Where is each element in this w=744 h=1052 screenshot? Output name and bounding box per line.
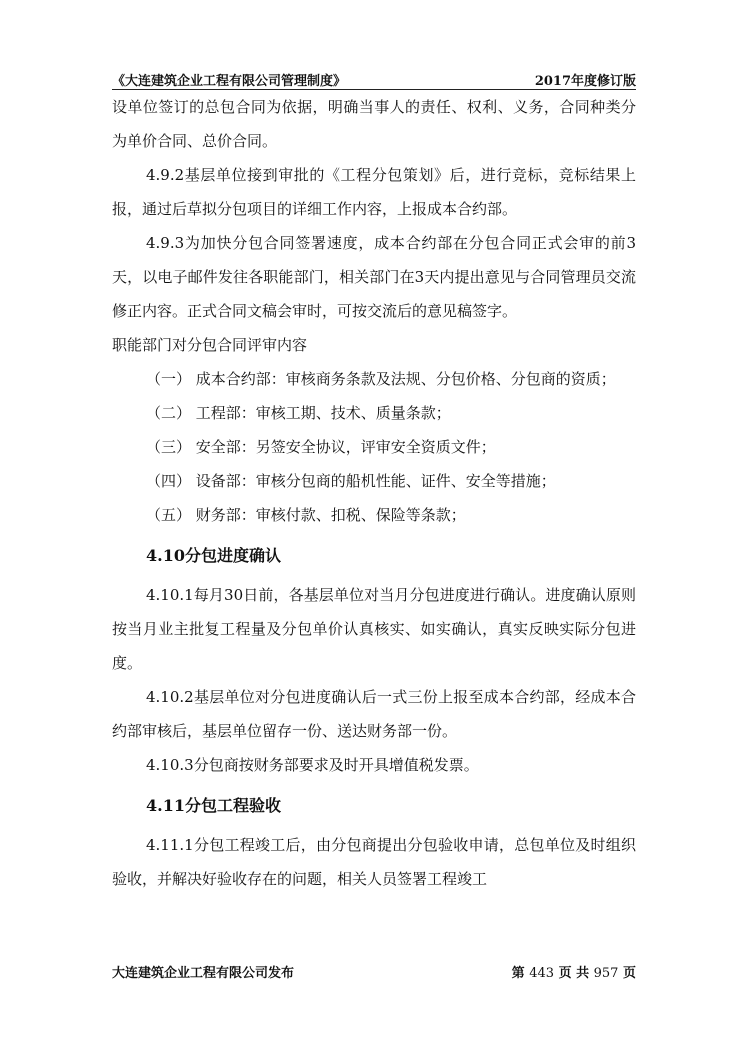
header-edition: 2017年度修订版 bbox=[534, 74, 636, 89]
review-item-2: （二） 工程部：审核工期、技术、质量条款； bbox=[146, 404, 451, 422]
review-item-1: （一） 成本合约部：审核商务条款及法规、分包价格、分包商的资质； bbox=[146, 370, 616, 388]
paragraph-continuation: 设单位签订的总包合同为依据，明确当事人的责任、权利、义务，合同种类分为单价合同、总价合同。 bbox=[112, 98, 636, 150]
page-total: 957 bbox=[593, 966, 619, 981]
page-counter bbox=[512, 962, 636, 981]
header-title: 《大连建筑企业工程有限公司管理制度》 bbox=[112, 74, 347, 89]
paragraph-4-10-2: 4.10.2基层单位对分包进度确认后一式三份上报至成本合约部，经成本合约部审核后，基层单位留存一份、送达财务部一份。 bbox=[112, 688, 636, 740]
review-item-4: （四） 设备部：审核分包商的船机性能、证件、安全等措施； bbox=[146, 472, 556, 490]
review-intro: 职能部门对分包合同评审内容 bbox=[112, 336, 308, 354]
section-heading-4-11: 4.11分包工程验收 bbox=[146, 796, 281, 815]
review-item-3: （三） 安全部：另签安全协议，评审安全资质文件； bbox=[146, 438, 496, 456]
page-suffix: 页 bbox=[622, 966, 636, 981]
page-header bbox=[112, 70, 636, 88]
document-body bbox=[112, 90, 636, 896]
review-item-5: （五） 财务部：审核付款、扣税、保险等条款； bbox=[146, 506, 466, 524]
paragraph-4-11-1: 4.11.1分包工程竣工后，由分包商提出分包验收申请，总包单位及时组织验收，并解决好验收存在的问题，相关人员签署工程竣工 bbox=[112, 836, 636, 888]
paragraph-4-10-3: 4.10.3分包商按财务部要求及时开具增值税发票。 bbox=[146, 756, 479, 774]
footer-publisher: 大连建筑企业工程有限公司发布 bbox=[112, 966, 295, 981]
page-prefix: 第 bbox=[511, 966, 525, 981]
page-footer bbox=[112, 962, 636, 980]
page-current: 443 bbox=[529, 966, 555, 981]
page-mid: 页 共 bbox=[558, 966, 590, 981]
paragraph-4-9-3: 4.9.3为加快分包合同签署速度，成本合约部在分包合同正式会审的前3天，以电子邮件发往各职能部门，相关部门在3天内提出意见与合同管理员交流修正内容。正式合同文稿会审时，可按交流后的意见稿签字。 bbox=[112, 234, 636, 320]
paragraph-4-9-2: 4.9.2基层单位接到审批的《工程分包策划》后，进行竞标，竞标结果上报，通过后草拟分包项目的详细工作内容，上报成本合约部。 bbox=[112, 166, 636, 218]
paragraph-4-10-1: 4.10.1每月30日前，各基层单位对当月分包进度进行确认。进度确认原则按当月业主批复工程量及分包单价认真核实、如实确认，真实反映实际分包进度。 bbox=[112, 586, 636, 672]
section-heading-4-10: 4.10分包进度确认 bbox=[146, 546, 281, 565]
